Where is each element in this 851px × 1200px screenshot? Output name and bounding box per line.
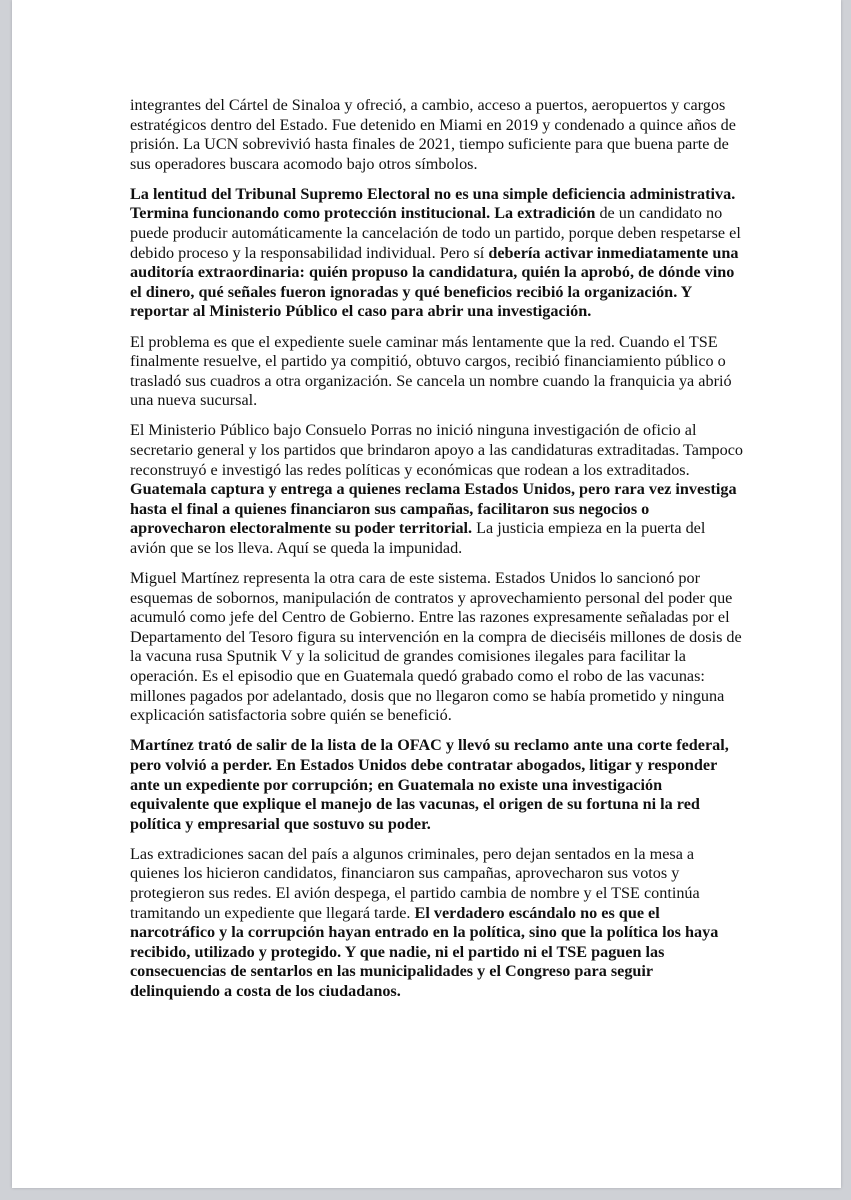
paragraph-1-text: integrantes del Cártel de Sinaloa y ofreció, a cambio, acceso a puertos, aeropuertos y cargos estratégicos dentro del Estado. Fue detenido en Miami en 2019 y condenado a quince años de prisión. La UCN sobrevivió hasta finales de 2021, tiempo suficiente para que buena parte de sus operadores buscara acomodo bajo otros símbolos. — [130, 96, 736, 173]
paragraph-4-text: El Ministerio Público bajo Consuelo Porras no inició ninguna investigación de oficio al secretario general y los partidos que brindaron apoyo a las candidaturas extraditadas. Tampoco reconstruyó e investigó las redes políticas y económicas que rodean a los extraditados. — [130, 421, 744, 479]
paragraph-4-text-tail: La justicia empieza en la puerta del avión que se los lleva. Aquí se queda la impunidad. — [130, 519, 706, 557]
paragraph-3-text: El problema es que el expediente suele caminar más lentamente que la red. Cuando el TSE finalmente resuelve, el partido ya compitió, obtuvo cargos, recibió financiamiento público o trasladó sus cuadros a otra organización. Se cancela un nombre cuando la franquicia ya abrió una nueva sucursal. — [130, 332, 732, 410]
paragraph-6-bold: Martínez trató de salir de la lista de la OFAC y llevó su reclamo ante una corte federal, pero volvió a perder. En Estados Unidos debe contratar abogados, litigar y responder ante un expediente por corrupción; en Guatemala no existe una investigación equivalente que explique el manejo de las vacunas, el origen de su fortuna ni la red política y empresarial que sostuvo su poder. — [130, 736, 729, 833]
paragraph-5 — [130, 569, 745, 726]
paragraph-7-bold: El verdadero escándalo no es que el narcotráfico y la corrupción hayan entrado en la política, sino que la política los haya recibido, utilizado y protegido. Y que nadie, ni el partido ni el TSE paguen las consecuencias de sentarlos en las municipalidades y el Congreso para seguir delinquiendo a costa de los ciudadanos. — [130, 903, 719, 1000]
paragraph-2-text: de un candidato no puede producir automáticamente la cancelación de todo un partido, porque deben respetarse el debido proceso y la responsabilidad individual. Pero sí — [130, 204, 741, 262]
paragraph-5-text: Miguel Martínez representa la otra cara de este sistema. Estados Unidos lo sancionó por esquemas de sobornos, manipulación de contratos y aprovechamiento personal del poder que acumuló como jefe del Centro de Gobierno. Entre las razones expresamente señaladas por el Departamento del Tesoro figura su intervención en la compra de dieciséis millones de dosis de la vacuna rusa Sputnik V y la solicitud de grandes comisiones ilegales para facilitar la operación. Es el episodio que en Guatemala quedó grabado como el robo de las vacunas: millones pagados por adelantado, dosis que no llegaron como se había prometido y ninguna explicación satisfactoria sobre quién se benefició. — [130, 569, 742, 725]
document-page — [12, 0, 841, 1188]
paragraph-2 — [130, 185, 745, 322]
paragraph-2-bold-tail: debería activar inmediatamente una auditoría extraordinaria: quién propuso la candidatura, quién la aprobó, de dónde vino el dinero, qué señales fueron ignoradas y qué beneficios recibió la organización. Y reportar al Ministerio Público el caso para abrir una investigación. — [130, 243, 739, 321]
paragraph-6 — [130, 736, 745, 834]
paragraph-7 — [130, 845, 745, 1002]
paragraph-4 — [130, 421, 745, 558]
paragraph-1 — [130, 96, 745, 174]
paragraph-3 — [130, 333, 745, 411]
article-body — [130, 96, 745, 1012]
paragraph-2-bold-lead: La lentitud del Tribunal Supremo Electoral no es una simple deficiencia administrativa. Termina funcionando como protección institucional. La extradición — [130, 184, 736, 223]
paragraph-7-text: Las extradiciones sacan del país a algunos criminales, pero dejan sentados en la mesa a quienes los hicieron candidatos, financiaron sus campañas, aprovecharon sus votos y protegieron sus redes. El avión despega, el partido cambia de nombre y el TSE continúa tramitando un expediente que llegará tarde. — [130, 844, 700, 922]
paragraph-4-bold: Guatemala captura y entrega a quienes reclama Estados Unidos, pero rara vez investiga hasta el final a quienes financiaron sus campañas, facilitaron sus negocios o aprovecharon electoralmente su poder territorial. — [130, 480, 737, 538]
